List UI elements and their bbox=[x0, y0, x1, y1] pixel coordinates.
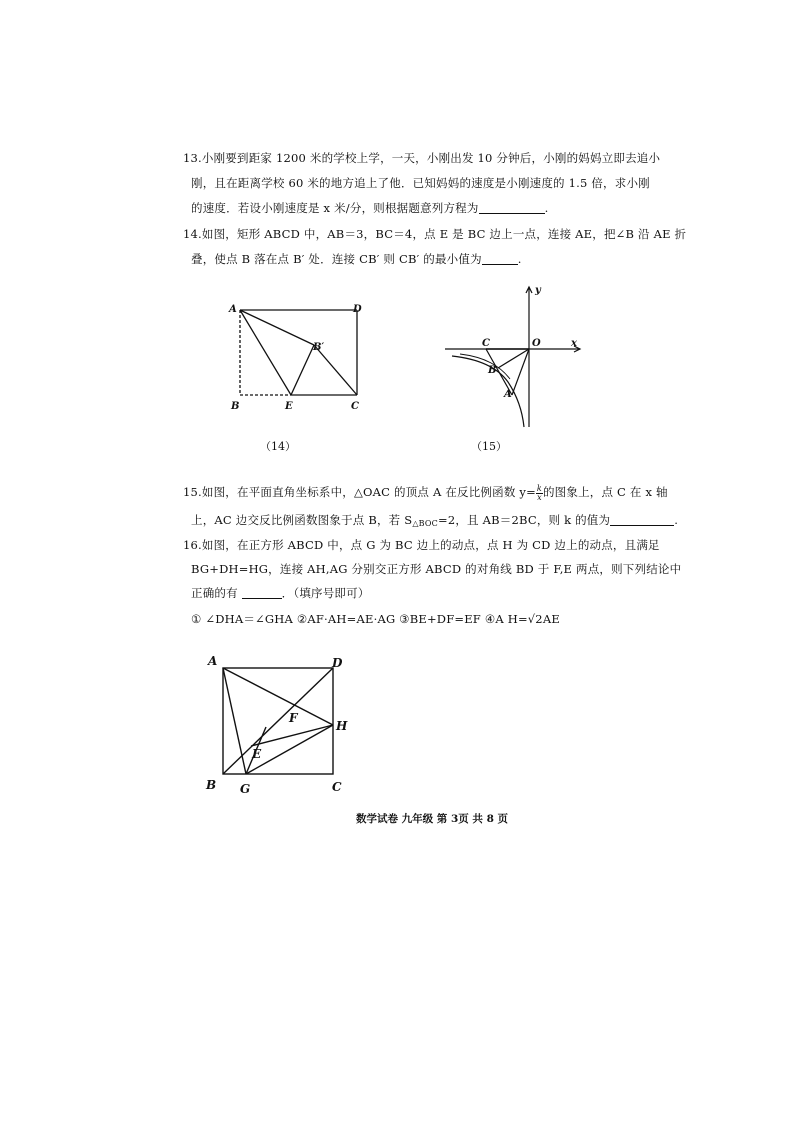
fig15-label-a: A bbox=[504, 389, 512, 400]
q13-line3-end: . bbox=[544, 201, 549, 215]
q16-answer-blank bbox=[242, 587, 282, 599]
q14-line1: 14.如图，矩形 ABCD 中，AB＝3，BC＝4，点 E 是 BC 边上一点，连接 AE，把∠B 沿 AE 折 bbox=[183, 227, 687, 241]
fig15-label-y: y bbox=[535, 285, 541, 296]
fig16-diagonal-bd bbox=[223, 668, 333, 774]
fig15-label-o: O bbox=[532, 338, 541, 349]
q15-frac-num: k bbox=[536, 483, 542, 493]
fig16-label-c: C bbox=[332, 780, 342, 794]
q16-line3-text: 正确的有 bbox=[191, 586, 238, 600]
fig15-label-b: B bbox=[488, 365, 497, 376]
q15-line2-sub: △BOC bbox=[412, 519, 438, 528]
q13-answer-blank bbox=[479, 202, 545, 214]
q15-fraction bbox=[536, 485, 543, 502]
fig14-label-e: E bbox=[285, 401, 293, 412]
q15-line2-end: . bbox=[674, 513, 679, 527]
figure-14 bbox=[222, 298, 372, 418]
q15-answer-blank bbox=[610, 514, 674, 526]
figure-16 bbox=[198, 648, 363, 796]
q14-line2-end: . bbox=[517, 252, 522, 266]
fig15-caption: （15） bbox=[471, 440, 507, 453]
q13-line3-text: 的速度．若设小刚速度是 x 米/分，则根据题意列方程为 bbox=[191, 201, 479, 215]
q15-line2-pre: 上，AC 边交反比例函数图象于点 B，若 S bbox=[191, 513, 413, 527]
fig16-segment-ag bbox=[223, 668, 246, 774]
q15-line1-post: 的图象上，点 C 在 x 轴 bbox=[542, 485, 668, 499]
q14-line2 bbox=[191, 251, 522, 267]
fig16-label-d: D bbox=[332, 656, 343, 670]
fig16-label-b: B bbox=[206, 778, 217, 792]
q16-line3 bbox=[191, 585, 370, 601]
fig14-caption: （14） bbox=[260, 440, 296, 453]
q16-options: ① ∠DHA＝∠GHA ②AF·AH=AE·AG ③BE+DF=EF ④A H=√2AE bbox=[191, 612, 560, 626]
q14-line2-text: 叠，使点 B 落在点 B′ 处．连接 CB′ 则 CB′ 的最小值为 bbox=[191, 252, 482, 266]
q16-line1: 16.如图，在正方形 ABCD 中，点 G 为 BC 边上的动点，点 H 为 CD 边上的动点，且满足 bbox=[183, 538, 660, 552]
q13-line1: 13.小刚要到距家 1200 米的学校上学，一天，小刚出发 10 分钟后，小刚的妈妈立即去追小 bbox=[183, 151, 661, 165]
fig14-label-b: B bbox=[231, 401, 240, 412]
q15-line1 bbox=[183, 484, 668, 502]
q15-line2-post: =2，且 AB＝2BC，则 k 的值为 bbox=[437, 513, 611, 527]
fig14-label-d: D bbox=[353, 304, 362, 315]
q13-line2: 刚，且在距离学校 60 米的地方追上了他．已知妈妈的速度是小刚速度的 1.5 倍，求小刚 bbox=[191, 176, 650, 190]
fig15-label-c: C bbox=[482, 338, 490, 349]
fig16-label-e: E bbox=[252, 747, 262, 761]
fig16-label-a: A bbox=[208, 654, 218, 668]
fig14-label-bprime: B′ bbox=[313, 342, 325, 353]
fig15-segment-ob bbox=[498, 349, 529, 368]
q15-line2 bbox=[191, 512, 678, 528]
fig14-label-a: A bbox=[229, 304, 237, 315]
fig14-label-c: C bbox=[351, 401, 359, 412]
fig16-label-g: G bbox=[240, 782, 251, 796]
q16-line3-post: ．（填序号即可） bbox=[281, 586, 370, 600]
fig15-label-x: x bbox=[571, 338, 577, 349]
q14-answer-blank bbox=[482, 253, 518, 265]
q15-frac-den: x bbox=[537, 492, 542, 502]
q13-line3 bbox=[191, 200, 548, 216]
figure-15 bbox=[440, 282, 590, 432]
fig15-segment-oa bbox=[512, 349, 529, 395]
fig16-label-f: F bbox=[289, 711, 298, 725]
q15-line1-pre: 15.如图，在平面直角坐标系中，△OAC 的顶点 A 在反比例函数 y= bbox=[183, 485, 536, 499]
page-footer: 数学试卷 九年级 第 3页 共 8 页 bbox=[356, 813, 509, 825]
fig16-segment-ah bbox=[223, 668, 333, 725]
fig14-segment-ebp bbox=[291, 345, 314, 395]
fig16-label-h: H bbox=[336, 719, 348, 733]
q16-line2: BG+DH=HG，连接 AH,AG 分别交正方形 ABCD 的对角线 BD 于 F,E 两点，则下列结论中 bbox=[191, 562, 682, 576]
